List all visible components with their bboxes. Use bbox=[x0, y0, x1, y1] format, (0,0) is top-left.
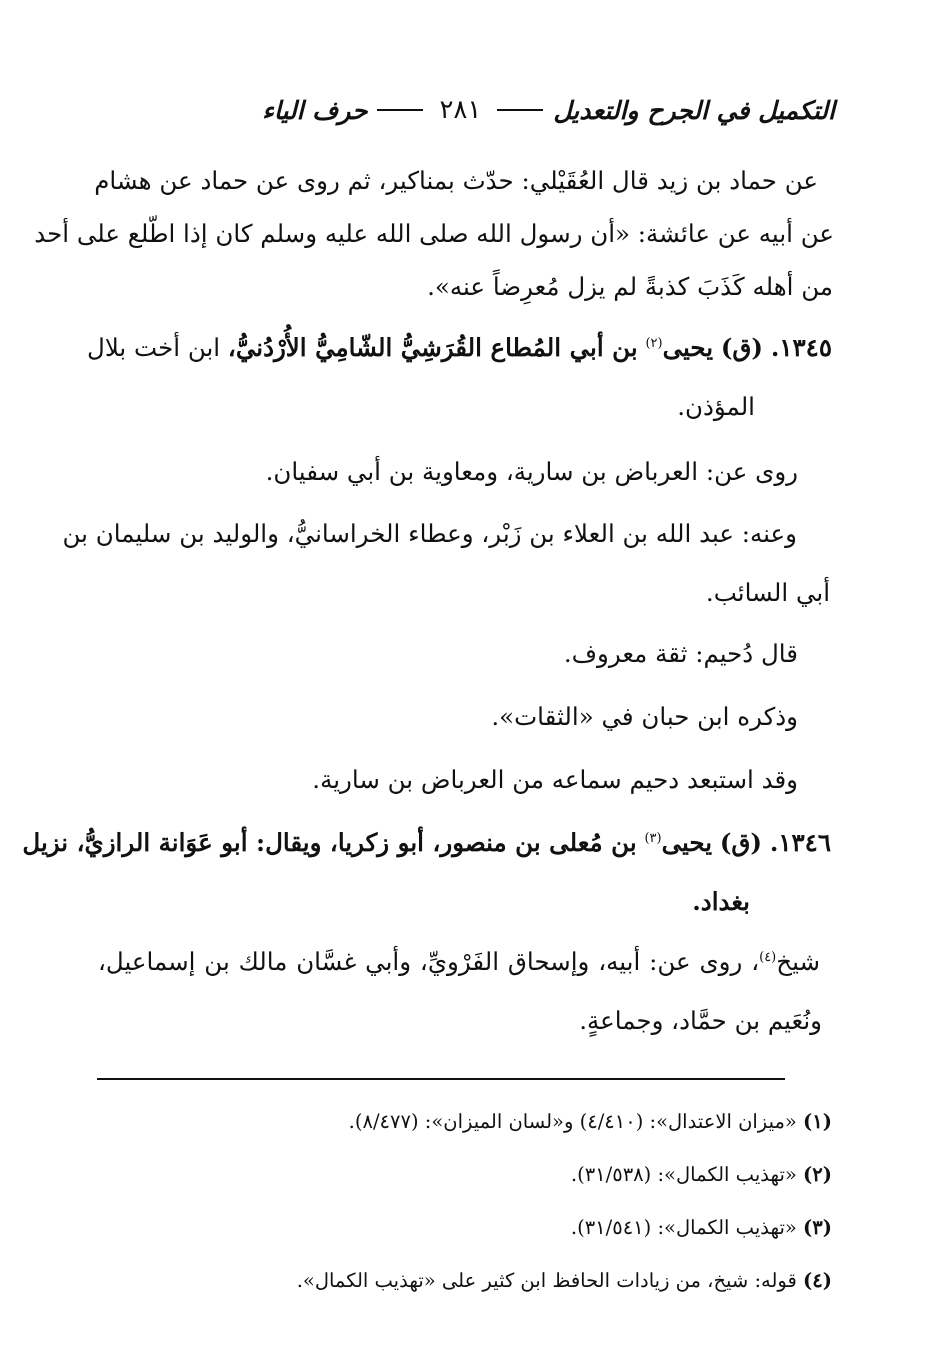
header-dash bbox=[377, 109, 423, 111]
body-line: عن حماد بن زيد قال العُقَيْلي: حدّث بمناكير، ثم روى عن حماد عن هشام bbox=[94, 166, 818, 195]
body-line: وقد استبعد دحيم سماعه من العرباض بن سارية. bbox=[312, 765, 798, 794]
body-line: من أهله كَذَبَ كذبةً لم يزل مُعرِضاً عنه». bbox=[427, 272, 833, 301]
footnote-number: (١) bbox=[803, 1110, 832, 1133]
footnote-ref: (٢) bbox=[645, 335, 663, 351]
body-line: وعنه: عبد الله بن العلاء بن زَبْر، وعطاء الخراسانيُّ، والوليد بن سليمان بن bbox=[62, 519, 797, 548]
page-number: ٢٨١ bbox=[439, 95, 482, 125]
footnote-ref: (٤) bbox=[759, 949, 777, 965]
siglum: (ق) bbox=[720, 333, 764, 362]
footnote-text: «تهذيب الكمال»: (٣١/٥٣٨). bbox=[570, 1163, 797, 1186]
footnote-rule bbox=[97, 1078, 785, 1080]
body-line bbox=[150, 882, 750, 922]
footnote-2 bbox=[571, 1159, 832, 1191]
footnote-text: «تهذيب الكمال»: (٣١/٥٤١). bbox=[570, 1216, 797, 1239]
footnote-text: «ميزان الاعتدال»: (٤/٤١٠) و«لسان الميزان»: (٨/٤٧٧). bbox=[348, 1110, 797, 1133]
footnote-ref: (٣) bbox=[644, 830, 662, 846]
narrator-relation: ابن أخت بلال bbox=[87, 333, 221, 362]
footnote-number: (٢) bbox=[803, 1163, 832, 1186]
narrator-lineage: بن مُعلى بن منصور، أبو زكريا، ويقال: أبو عَوَانة الرازيُّ، نزيل bbox=[22, 828, 637, 857]
body-line: أبي السائب. bbox=[705, 578, 830, 607]
header-dash bbox=[497, 109, 543, 111]
body-line: ونُعَيم بن حمَّاد، وجماعةٍ. bbox=[579, 1006, 822, 1035]
header-rule bbox=[110, 135, 835, 136]
body-line: عن أبيه عن عائشة: «أن رسول الله صلى الله عليه وسلم كان إذا اطّلع على أحد bbox=[34, 219, 834, 248]
entry-number: ١٣٤٦. bbox=[769, 828, 831, 857]
body-line: وذكره ابن حبان في «الثقات». bbox=[491, 702, 798, 731]
footnote-number: (٤) bbox=[803, 1269, 832, 1292]
footnote-text: قوله: شيخ، من زيادات الحافظ ابن كثير على «تهذيب الكمال». bbox=[296, 1269, 797, 1292]
narrator-lineage: بن أبي المُطاع القُرَشِيُّ الشّامِيُّ الأُرْدُنيُّ، bbox=[227, 333, 638, 362]
footnote-3 bbox=[571, 1212, 832, 1244]
body-line: روى عن: العرباض بن سارية، ومعاوية بن أبي سفيان. bbox=[265, 457, 798, 486]
siglum: (ق) bbox=[719, 828, 763, 857]
body-line: قال دُحيم: ثقة معروف. bbox=[563, 639, 798, 668]
entry-1345-heading bbox=[87, 328, 832, 368]
shaykh-word: شيخ bbox=[776, 947, 820, 976]
section-title: حرف الياء bbox=[262, 95, 368, 125]
footnote-1 bbox=[349, 1106, 832, 1138]
book-title: التكميل في الجرح والتعديل bbox=[553, 95, 835, 125]
body-line bbox=[98, 942, 820, 982]
footnote-number: (٣) bbox=[803, 1216, 832, 1239]
narrator-name: يحيى bbox=[661, 828, 713, 857]
body-line: المؤذن. bbox=[677, 392, 755, 421]
narrators-list: ، روى عن: أبيه، وإسحاق الفَرْويِّ، وأبي غسَّان مالك بن إسماعيل، bbox=[98, 947, 760, 976]
footnote-4 bbox=[297, 1265, 832, 1297]
narrator-residence: بغداد. bbox=[692, 887, 750, 916]
running-header bbox=[150, 88, 835, 132]
entry-1346-heading bbox=[22, 823, 831, 863]
entry-number: ١٣٤٥. bbox=[770, 333, 832, 362]
narrator-name: يحيى bbox=[662, 333, 714, 362]
